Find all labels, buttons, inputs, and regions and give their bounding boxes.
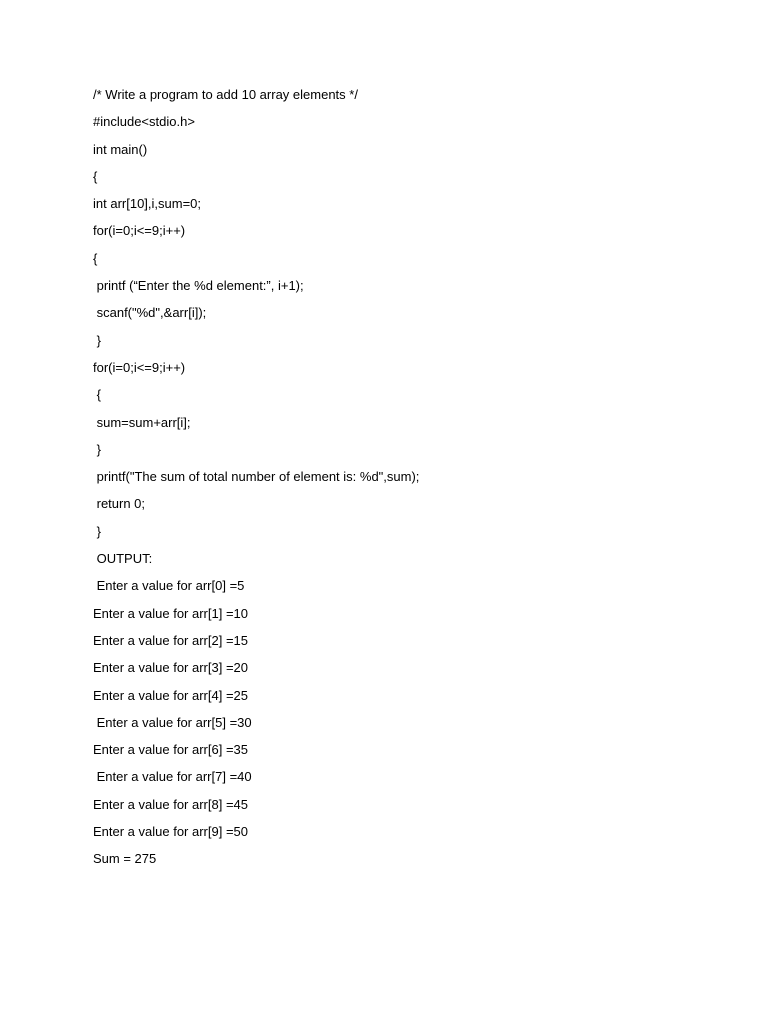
code-printf-line: printf (“Enter the %d element:”, i+1); [93, 278, 304, 294]
output-line: Enter a value for arr[4] =25 [93, 687, 249, 703]
code-comment-line: /* Write a program to add 10 array elements */ [93, 87, 358, 102]
code-sum-line: sum=sum+arr[i]; [93, 414, 191, 430]
output-line: Enter a value for arr[9] =50 [93, 824, 249, 840]
output-line: Enter a value for arr[5] =30 [93, 714, 252, 730]
code-return-line: return 0; [93, 496, 146, 512]
code-line: } [93, 441, 101, 457]
code-scanf-line: scanf("%d",&arr[i]); [93, 305, 207, 321]
code-printf-sum-line: printf("The sum of total number of element is: %d",sum); [93, 469, 420, 485]
code-for-loop-line: for(i=0;i<=9;i++) [93, 223, 186, 239]
output-sum-line: Sum = 275 [93, 851, 157, 867]
document-body [93, 85, 713, 877]
code-declaration-line: int arr[10],i,sum=0; [93, 196, 202, 212]
output-line: Enter a value for arr[2] =15 [93, 632, 249, 648]
code-include-line: #include<stdio.h> [93, 114, 195, 130]
output-line: Enter a value for arr[8] =45 [93, 796, 249, 812]
code-line: { [93, 250, 98, 266]
code-line: { [93, 168, 98, 184]
output-line: Enter a value for arr[1] =10 [93, 605, 249, 621]
code-line: } [93, 332, 101, 348]
code-line: { [93, 387, 101, 403]
code-line: } [93, 523, 101, 539]
code-main-line: int main() [93, 141, 148, 157]
output-line: Enter a value for arr[6] =35 [93, 742, 249, 758]
output-line: Enter a value for arr[7] =40 [93, 769, 252, 785]
output-line: Enter a value for arr[3] =20 [93, 660, 249, 676]
code-for-loop-line: for(i=0;i<=9;i++) [93, 359, 186, 375]
output-heading: OUTPUT: [93, 551, 153, 567]
output-line: Enter a value for arr[0] =5 [93, 578, 245, 594]
